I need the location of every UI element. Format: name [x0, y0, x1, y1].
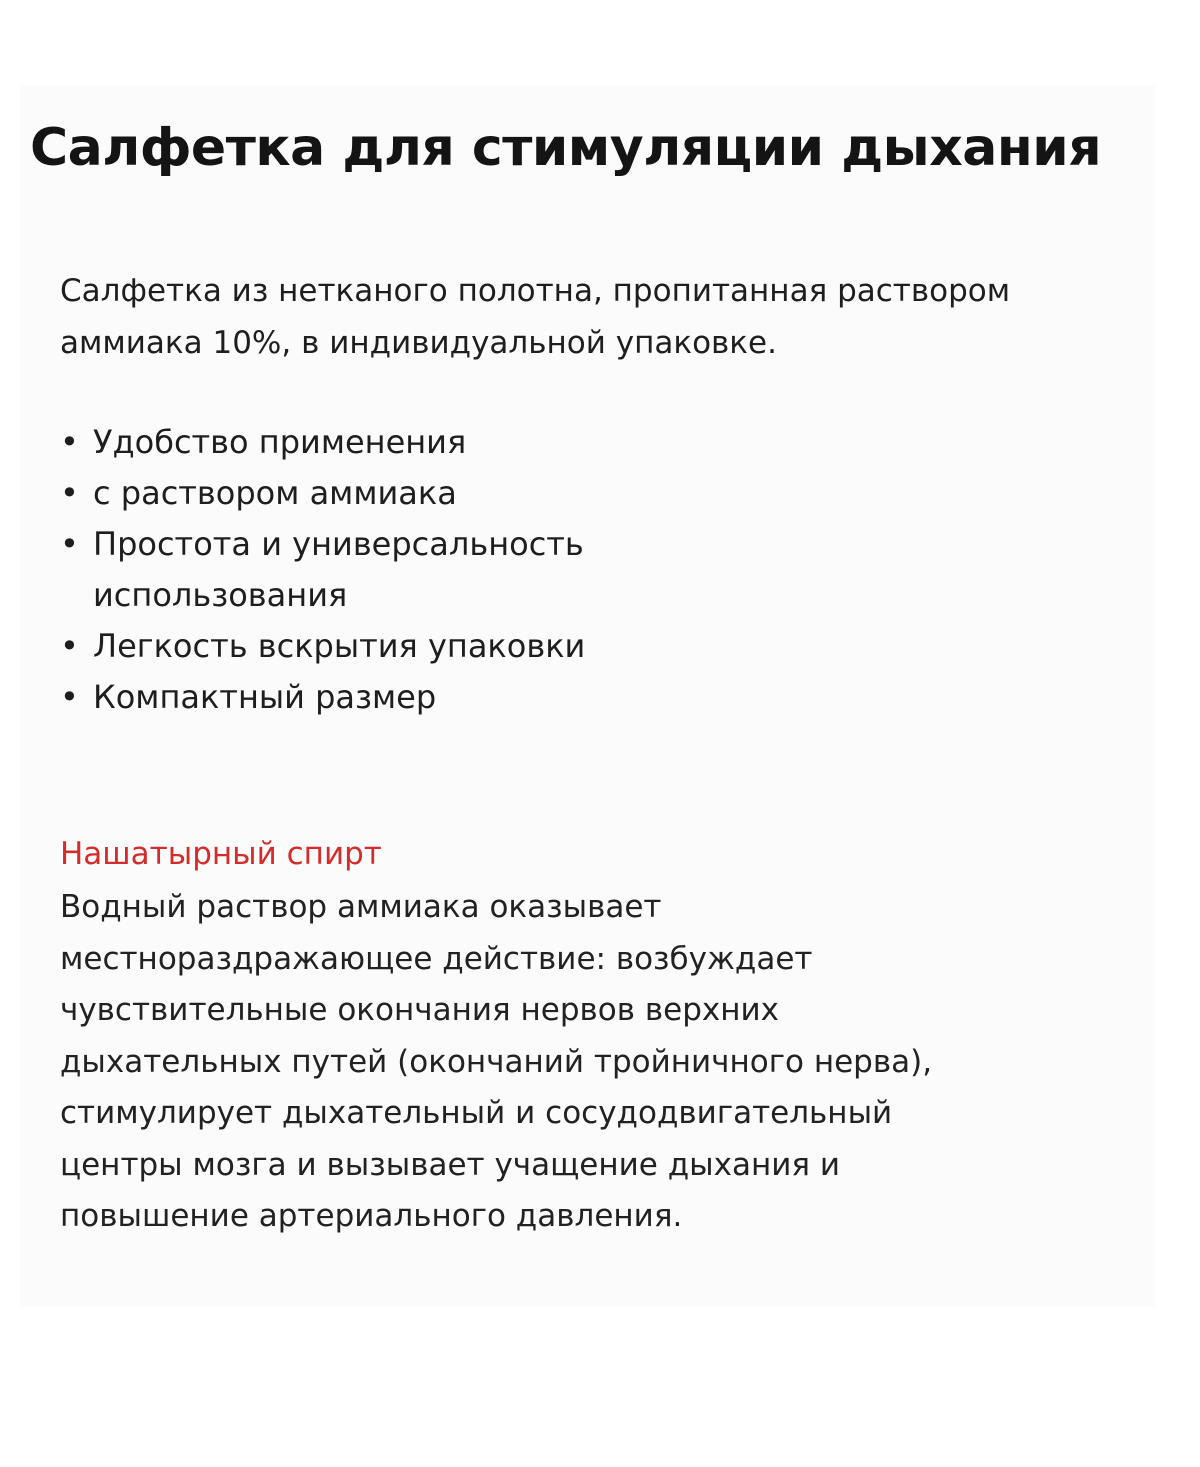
feature-text: Простота и универсальность использования — [93, 525, 584, 614]
intro-text: Салфетка из нетканого полотна, пропитанная раствором аммиака 10%, в индивидуальной упаковке. — [60, 273, 1011, 361]
bullet-icon: • — [60, 525, 79, 563]
list-item — [60, 621, 713, 672]
list-item — [60, 468, 713, 519]
list-item — [60, 417, 713, 468]
page-title: Салфетка для стимуляции дыхания — [30, 118, 1102, 178]
bullet-icon: • — [60, 423, 79, 461]
feature-text: Легкость вскрытия упаковки — [93, 627, 586, 665]
feature-text: Компактный размер — [93, 678, 437, 716]
list-item — [60, 519, 713, 621]
bullet-icon: • — [60, 627, 79, 665]
feature-text: Удобство применения — [93, 423, 467, 461]
list-item — [60, 672, 713, 723]
feature-text: с раствором аммиака — [93, 474, 457, 512]
bullet-icon: • — [60, 678, 79, 716]
section-subheading: Нашатырный спирт — [60, 836, 382, 872]
bullet-icon: • — [60, 474, 79, 512]
feature-list — [60, 417, 713, 723]
description-text: Водный раствор аммиака оказывает местнораздражающее действие: возбуждает чувствительные окончания нервов верхних дыхательных путей (окончаний тройничного нерва), стимулирует дыхательный и сосудодвигательный центры мозга и вызывает учащение дыхания и повышение артериального давления. — [60, 889, 933, 1234]
